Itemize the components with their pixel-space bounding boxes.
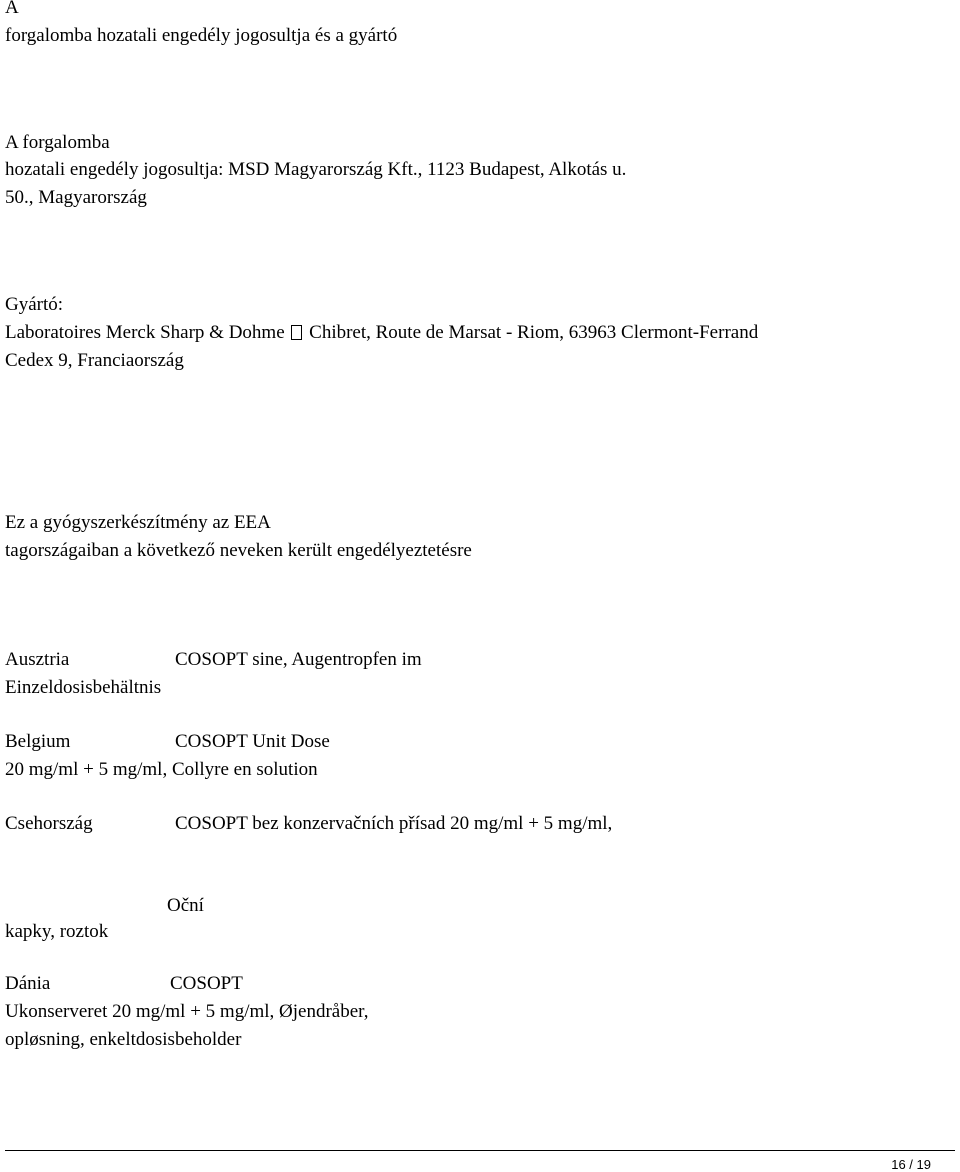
country-ausztria: Ausztria bbox=[5, 649, 70, 670]
country-dania: Dánia bbox=[5, 973, 51, 994]
holder-line-1: A forgalomba bbox=[5, 132, 110, 153]
product-name-csehorszag-3: kapky, roztok bbox=[5, 921, 109, 942]
manufacturer-line-1 bbox=[5, 322, 758, 344]
manufacturer-label: Gyártó: bbox=[5, 294, 64, 315]
product-name-ausztria-2: Einzeldosisbehältnis bbox=[5, 677, 162, 698]
holder-line-3: 50., Magyarország bbox=[5, 187, 147, 208]
manufacturer-line-2: Cedex 9, Franciaország bbox=[5, 350, 184, 371]
eea-intro-line-1: Ez a gyógyszerkészítmény az EEA bbox=[5, 512, 271, 533]
product-name-ausztria-1: COSOPT sine, Augentropfen im bbox=[175, 649, 422, 670]
product-name-csehorszag-1: COSOPT bez konzervačních přísad 20 mg/ml + 5 mg/ml, bbox=[175, 813, 613, 834]
country-belgium: Belgium bbox=[5, 731, 71, 752]
product-name-dania-3: opløsning, enkeltdosisbeholder bbox=[5, 1029, 242, 1050]
manufacturer-company: Laboratoires Merck Sharp & Dohme bbox=[5, 322, 285, 343]
product-name-belgium-2: 20 mg/ml + 5 mg/ml, Collyre en solution bbox=[5, 759, 318, 780]
product-name-belgium-1: COSOPT Unit Dose bbox=[175, 731, 330, 752]
product-name-csehorszag-2: Oční bbox=[167, 895, 204, 916]
page-number: 16 / 19 bbox=[891, 1157, 931, 1172]
missing-glyph-icon bbox=[291, 325, 302, 340]
eea-intro-line-2: tagországaiban a következő neveken került engedélyeztetésre bbox=[5, 540, 472, 561]
holder-line-2: hozatali engedély jogosultja: MSD Magyarország Kft., 1123 Budapest, Alkotás u. bbox=[5, 159, 627, 180]
product-name-dania-2: Ukonserveret 20 mg/ml + 5 mg/ml, Øjendråber, bbox=[5, 1001, 369, 1022]
country-csehorszag: Csehország bbox=[5, 813, 93, 834]
section-letter: A bbox=[5, 0, 19, 18]
section-title: forgalomba hozatali engedély jogosultja és a gyártó bbox=[5, 25, 398, 46]
footer-divider bbox=[5, 1150, 955, 1151]
manufacturer-address: Chibret, Route de Marsat - Riom, 63963 Clermont-Ferrand bbox=[309, 322, 759, 343]
product-name-dania-1: COSOPT bbox=[170, 973, 243, 994]
